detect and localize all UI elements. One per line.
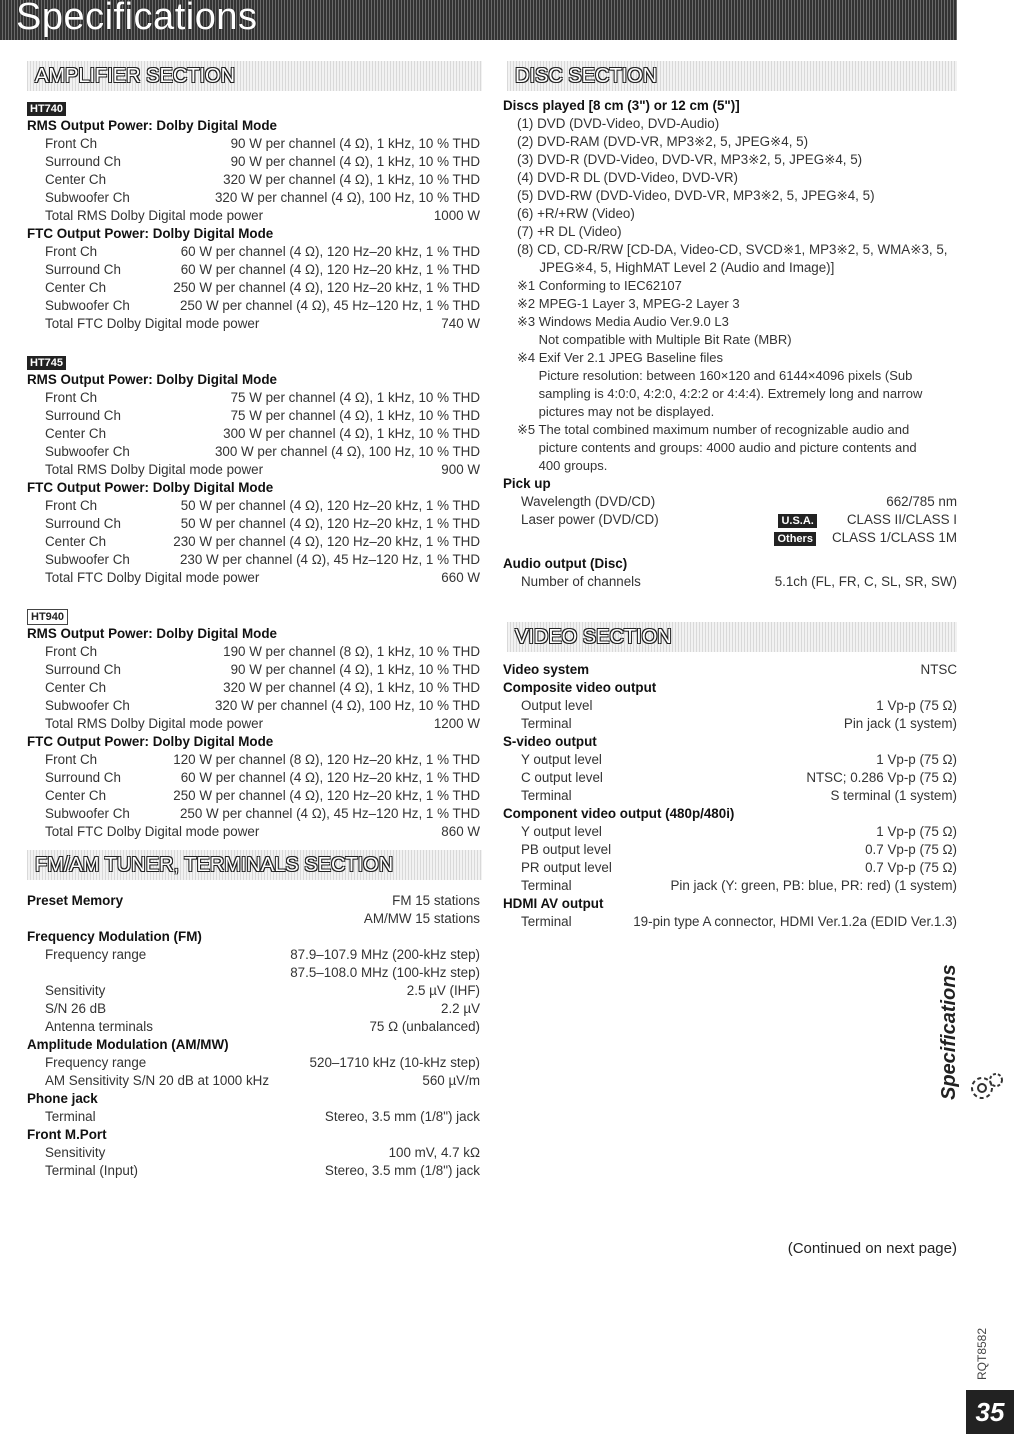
disc-list-item: (2) DVD-RAM (DVD-VR, MP3※2, 5, JPEG※4, 5) — [517, 134, 809, 149]
ftc-row-label: Center Ch — [45, 788, 107, 803]
video-section — [503, 661, 957, 931]
video-row — [503, 679, 957, 697]
video-row — [503, 769, 957, 787]
model-badge-row — [27, 353, 480, 371]
tuner-row-label: Front M.Port — [27, 1127, 107, 1142]
rms-row — [27, 207, 480, 225]
tuner-row — [27, 964, 480, 982]
video-row-label: PB output level — [521, 842, 612, 857]
ftc-row-label: Subwoofer Ch — [45, 298, 130, 313]
tuner-row — [27, 1090, 480, 1108]
disc-note: pictures may not be displayed. — [517, 404, 715, 419]
ftc-row-value: 60 W per channel (4 Ω), 120 Hz–20 kHz, 1 % THD — [180, 244, 480, 259]
rms-row-value: 75 W per channel (4 Ω), 1 kHz, 10 % THD — [230, 390, 480, 405]
video-row — [503, 697, 957, 715]
laser-label: Laser power (DVD/CD) — [521, 512, 659, 527]
rms-row-label: Front Ch — [45, 136, 98, 151]
tuner-row-value: Stereo, 3.5 mm (1/8") jack — [324, 1109, 480, 1124]
disc-note: ※2 MPEG-1 Layer 3, MPEG-2 Layer 3 — [517, 296, 740, 311]
amplifier-section — [27, 99, 480, 841]
tuner-row-value: Stereo, 3.5 mm (1/8") jack — [324, 1163, 480, 1178]
video-row-label: HDMI AV output — [503, 896, 604, 911]
tuner-section — [27, 892, 480, 1180]
rms-row-label: Surround Ch — [45, 154, 121, 169]
wavelength-row — [503, 493, 957, 511]
tuner-row-label: Phone jack — [27, 1091, 98, 1106]
video-row-label: Y output level — [521, 824, 602, 839]
ftc-row-value: 250 W per channel (4 Ω), 120 Hz–20 kHz, 1 % THD — [173, 280, 480, 295]
tuner-row — [27, 910, 480, 928]
video-row-label: Video system — [503, 662, 590, 677]
rms-heading: RMS Output Power: Dolby Digital Mode — [27, 626, 277, 641]
ftc-row-label: Front Ch — [45, 498, 98, 513]
video-row — [503, 877, 957, 895]
tuner-row-value: 87.5–108.0 MHz (100-kHz step) — [290, 965, 480, 980]
tuner-row-value: 2.2 µV — [441, 1001, 480, 1016]
ftc-row-label: Total FTC Dolby Digital mode power — [45, 824, 260, 839]
tuner-row — [27, 1054, 480, 1072]
disc-list-item: JPEG※4, 5, HighMAT Level 2 (Audio and Image)] — [517, 260, 835, 275]
ftc-row-value: 50 W per channel (4 Ω), 120 Hz–20 kHz, 1 % THD — [180, 498, 480, 513]
rms-row-label: Surround Ch — [45, 662, 121, 677]
tuner-row-label: Frequency Modulation (FM) — [27, 929, 202, 944]
model-badge-row — [27, 607, 480, 625]
tuner-row — [27, 982, 480, 1000]
tuner-row-value: FM 15 stations — [392, 893, 480, 908]
rms-row-value: 75 W per channel (4 Ω), 1 kHz, 10 % THD — [230, 408, 480, 423]
tuner-row-label: S/N 26 dB — [45, 1001, 107, 1016]
disc-note: ※5 The total combined maximum number of recognizable audio and — [517, 422, 910, 437]
ftc-row-label: Subwoofer Ch — [45, 806, 130, 821]
disc-note: ※4 Exif Ver 2.1 JPEG Baseline files — [517, 350, 723, 365]
disc-list-item: (4) DVD-R DL (DVD-Video, DVD-VR) — [517, 170, 738, 185]
rms-row — [27, 407, 480, 425]
wavelength-label: Wavelength (DVD/CD) — [521, 494, 656, 509]
rms-row-value: 1200 W — [433, 716, 480, 731]
pickup-heading: Pick up — [503, 476, 551, 491]
tuner-row — [27, 1000, 480, 1018]
video-section-header — [507, 622, 957, 652]
ftc-row — [27, 533, 480, 551]
video-row-value: 1 Vp-p (75 Ω) — [876, 752, 957, 767]
video-row — [503, 661, 957, 679]
continued-note: (Continued on next page) — [787, 1240, 957, 1257]
video-row — [503, 841, 957, 859]
rms-row-value: 90 W per channel (4 Ω), 1 kHz, 10 % THD — [230, 154, 480, 169]
video-section-title: VIDEO SECTION — [515, 626, 672, 648]
video-row-label: Output level — [521, 698, 593, 713]
amplifier-section-header — [27, 61, 482, 91]
page-number: 35 — [966, 1390, 1014, 1434]
video-row — [503, 823, 957, 841]
tuner-section-header — [27, 850, 482, 880]
rms-row-label: Total RMS Dolby Digital mode power — [45, 208, 264, 223]
rms-row-label: Subwoofer Ch — [45, 444, 130, 459]
rms-row — [27, 153, 480, 171]
others-badge: Others — [774, 532, 815, 546]
video-row-value: 1 Vp-p (75 Ω) — [876, 824, 957, 839]
specifications-gear-icon — [966, 1070, 1006, 1104]
tuner-row-label: Preset Memory — [27, 893, 124, 908]
rms-row-label: Total RMS Dolby Digital mode power — [45, 462, 264, 477]
rms-row-value: 90 W per channel (4 Ω), 1 kHz, 10 % THD — [230, 662, 480, 677]
channels-value: 5.1ch (FL, FR, C, SL, SR, SW) — [774, 574, 957, 589]
ftc-row — [27, 243, 480, 261]
ftc-row-value: 740 W — [441, 316, 480, 331]
ftc-row — [27, 515, 480, 533]
tuner-row-value: 75 Ω (unbalanced) — [369, 1019, 480, 1034]
video-row-value: NTSC — [920, 662, 957, 677]
tuner-row-value: 100 mV, 4.7 kΩ — [388, 1145, 480, 1160]
video-row — [503, 805, 957, 823]
disc-note: Not compatible with Multiple Bit Rate (MBR) — [517, 332, 792, 347]
tuner-row-label: AM Sensitivity S/N 20 dB at 1000 kHz — [45, 1073, 270, 1088]
disc-list-item: (3) DVD-R (DVD-Video, DVD-VR, MP3※2, 5, JPEG※4, 5) — [517, 152, 863, 167]
rms-row-value: 320 W per channel (4 Ω), 100 Hz, 10 % THD — [214, 698, 480, 713]
channels-row — [503, 573, 957, 591]
laser-usa-value: CLASS II/CLASS I — [846, 512, 957, 527]
tuner-row-label: Terminal (Input) — [45, 1163, 139, 1178]
ftc-row-label: Surround Ch — [45, 262, 121, 277]
ftc-heading: FTC Output Power: Dolby Digital Mode — [27, 734, 274, 749]
rms-row-label: Center Ch — [45, 172, 107, 187]
wavelength-value: 662/785 nm — [886, 494, 957, 509]
tuner-row-label: Amplitude Modulation (AM/MW) — [27, 1037, 229, 1052]
ftc-row — [27, 823, 480, 841]
rms-row-value: 900 W — [441, 462, 480, 477]
video-row — [503, 751, 957, 769]
model-badge-row — [27, 99, 480, 117]
video-row-value: 19-pin type A connector, HDMI Ver.1.2a (EDID Ver.1.3) — [633, 914, 957, 929]
rms-row-label: Surround Ch — [45, 408, 121, 423]
ftc-row-value: 860 W — [441, 824, 480, 839]
disc-list — [503, 115, 957, 277]
discs-played-heading: Discs played [8 cm (3") or 12 cm (5")] — [503, 98, 740, 113]
rms-row — [27, 461, 480, 479]
tuner-row-value: 520–1710 kHz (10-kHz step) — [309, 1055, 480, 1070]
ftc-row — [27, 769, 480, 787]
rms-heading: RMS Output Power: Dolby Digital Mode — [27, 372, 277, 387]
model-badge: HT940 — [27, 609, 68, 625]
tuner-row — [27, 892, 480, 910]
ftc-row — [27, 279, 480, 297]
ftc-row-label: Subwoofer Ch — [45, 552, 130, 567]
video-row-label: S-video output — [503, 734, 597, 749]
video-row-label: Component video output (480p/480i) — [503, 806, 735, 821]
laser-usa-row — [503, 511, 957, 529]
ftc-row — [27, 497, 480, 515]
side-specifications-label: Specifications — [938, 964, 960, 1100]
video-row-label: Terminal — [521, 788, 572, 803]
tuner-row — [27, 1018, 480, 1036]
video-row-label: C output level — [521, 770, 603, 785]
disc-list-item: (8) CD, CD-R/RW [CD-DA, Video-CD, SVCD※1, MP3※2, 5, WMA※3, 5, — [517, 242, 948, 257]
tuner-row — [27, 1126, 480, 1144]
ftc-row-value: 250 W per channel (4 Ω), 45 Hz–120 Hz, 1 % THD — [179, 806, 480, 821]
document-code: RQT8582 — [975, 1327, 989, 1380]
tuner-row-label: Terminal — [45, 1109, 96, 1124]
rms-row — [27, 443, 480, 461]
disc-note: ※1 Conforming to IEC62107 — [517, 278, 682, 293]
rms-row-label: Total RMS Dolby Digital mode power — [45, 716, 264, 731]
rms-row-value: 300 W per channel (4 Ω), 1 kHz, 10 % THD — [223, 426, 480, 441]
video-row-value: Pin jack (1 system) — [843, 716, 957, 731]
ftc-row-value: 660 W — [441, 570, 480, 585]
tuner-row-label: Frequency range — [45, 1055, 147, 1070]
rms-row — [27, 643, 480, 661]
tuner-section-title: FM/AM TUNER, TERMINALS SECTION — [35, 854, 394, 876]
video-row — [503, 859, 957, 877]
ftc-row-value: 60 W per channel (4 Ω), 120 Hz–20 kHz, 1 % THD — [180, 770, 480, 785]
disc-section-header — [507, 61, 957, 91]
video-row-label: PR output level — [521, 860, 612, 875]
ftc-row-value: 60 W per channel (4 Ω), 120 Hz–20 kHz, 1 % THD — [180, 262, 480, 277]
rms-row — [27, 189, 480, 207]
rms-row — [27, 171, 480, 189]
ftc-row — [27, 261, 480, 279]
video-row-label: Terminal — [521, 914, 572, 929]
ftc-row — [27, 787, 480, 805]
ftc-row-label: Center Ch — [45, 280, 107, 295]
ftc-heading: FTC Output Power: Dolby Digital Mode — [27, 226, 274, 241]
tuner-row — [27, 1072, 480, 1090]
rms-row — [27, 679, 480, 697]
model-badge: HT740 — [27, 102, 66, 116]
ftc-row-value: 230 W per channel (4 Ω), 45 Hz–120 Hz, 1 % THD — [179, 552, 480, 567]
page-title: Specifications — [16, 0, 258, 38]
ftc-row — [27, 297, 480, 315]
rms-row-value: 300 W per channel (4 Ω), 100 Hz, 10 % THD — [214, 444, 480, 459]
tuner-row — [27, 1036, 480, 1054]
rms-row-value: 1000 W — [433, 208, 480, 223]
video-row-label: Terminal — [521, 878, 572, 893]
ftc-row-label: Front Ch — [45, 752, 98, 767]
video-row — [503, 733, 957, 751]
disc-section — [503, 97, 957, 591]
disc-note: Picture resolution: between 160×120 and 6144×4096 pixels (Sub — [517, 368, 913, 383]
page-title-bar — [0, 0, 957, 40]
audio-output-heading: Audio output (Disc) — [503, 556, 628, 571]
video-row — [503, 715, 957, 733]
ftc-row-value: 250 W per channel (4 Ω), 45 Hz–120 Hz, 1 % THD — [179, 298, 480, 313]
disc-list-item: (5) DVD-RW (DVD-Video, DVD-VR, MP3※2, 5, JPEG※4, 5) — [517, 188, 875, 203]
ftc-row — [27, 751, 480, 769]
ftc-row-label: Total FTC Dolby Digital mode power — [45, 570, 260, 585]
ftc-row-value: 120 W per channel (8 Ω), 120 Hz–20 kHz, 1 % THD — [173, 752, 480, 767]
tuner-row — [27, 1144, 480, 1162]
ftc-row-label: Surround Ch — [45, 516, 121, 531]
amplifier-section-title: AMPLIFIER SECTION — [35, 65, 236, 87]
rms-row-label: Subwoofer Ch — [45, 698, 130, 713]
rms-row-value: 320 W per channel (4 Ω), 1 kHz, 10 % THD — [223, 172, 480, 187]
rms-row-value: 320 W per channel (4 Ω), 1 kHz, 10 % THD — [223, 680, 480, 695]
ftc-row — [27, 315, 480, 333]
ftc-row — [27, 569, 480, 587]
video-row-label: Terminal — [521, 716, 572, 731]
rms-row-label: Front Ch — [45, 390, 98, 405]
ftc-heading: FTC Output Power: Dolby Digital Mode — [27, 480, 274, 495]
tuner-row-value: AM/MW 15 stations — [363, 911, 480, 926]
laser-others-row — [503, 529, 957, 547]
laser-others-value: CLASS 1/CLASS 1M — [831, 530, 957, 545]
tuner-row — [27, 946, 480, 964]
ftc-row — [27, 805, 480, 823]
video-row — [503, 895, 957, 913]
rms-row — [27, 425, 480, 443]
tuner-row-label: Antenna terminals — [45, 1019, 153, 1034]
rms-row — [27, 715, 480, 733]
disc-note: picture contents and groups: 4000 audio and picture contents and — [517, 440, 917, 455]
tuner-row-label: Frequency range — [45, 947, 147, 962]
disc-section-title: DISC SECTION — [515, 65, 658, 87]
tuner-row — [27, 1162, 480, 1180]
disc-note: sampling is 4:0:0, 4:2:0, 4:2:2 or 4:4:4). Extremely long and narrow — [517, 386, 923, 401]
video-row-value: 1 Vp-p (75 Ω) — [876, 698, 957, 713]
video-row — [503, 913, 957, 931]
tuner-row-value: 560 µV/m — [422, 1073, 480, 1088]
rms-row — [27, 697, 480, 715]
rms-heading: RMS Output Power: Dolby Digital Mode — [27, 118, 277, 133]
rms-row-label: Center Ch — [45, 426, 107, 441]
ftc-row — [27, 551, 480, 569]
disc-list-item: (6) +R/+RW (Video) — [517, 206, 635, 221]
ftc-row-value: 50 W per channel (4 Ω), 120 Hz–20 kHz, 1 % THD — [180, 516, 480, 531]
rms-row-label: Center Ch — [45, 680, 107, 695]
rms-row — [27, 389, 480, 407]
usa-badge: U.S.A. — [778, 514, 816, 528]
tuner-row-label: Sensitivity — [45, 1145, 106, 1160]
video-row-value: 0.7 Vp-p (75 Ω) — [865, 860, 957, 875]
rms-row — [27, 135, 480, 153]
rms-row-label: Subwoofer Ch — [45, 190, 130, 205]
video-row-value: S terminal (1 system) — [830, 788, 957, 803]
disc-note: ※3 Windows Media Audio Ver.9.0 L3 — [517, 314, 729, 329]
ftc-row-label: Total FTC Dolby Digital mode power — [45, 316, 260, 331]
rms-row-value: 90 W per channel (4 Ω), 1 kHz, 10 % THD — [230, 136, 480, 151]
disc-note: 400 groups. — [517, 458, 608, 473]
rms-row-value: 320 W per channel (4 Ω), 100 Hz, 10 % THD — [214, 190, 480, 205]
tuner-row — [27, 928, 480, 946]
ftc-row-value: 250 W per channel (4 Ω), 120 Hz–20 kHz, 1 % THD — [173, 788, 480, 803]
ftc-row-label: Center Ch — [45, 534, 107, 549]
ftc-row-label: Surround Ch — [45, 770, 121, 785]
disc-list-item: (7) +R DL (Video) — [517, 224, 622, 239]
channels-label: Number of channels — [521, 574, 641, 589]
model-badge: HT745 — [27, 356, 66, 370]
video-row-label: Y output level — [521, 752, 602, 767]
video-row-label: Composite video output — [503, 680, 657, 695]
tuner-row-value: 87.9–107.9 MHz (200-kHz step) — [290, 947, 480, 962]
video-row — [503, 787, 957, 805]
video-row-value: 0.7 Vp-p (75 Ω) — [865, 842, 957, 857]
rms-row-label: Front Ch — [45, 644, 98, 659]
rms-row-value: 190 W per channel (8 Ω), 1 kHz, 10 % THD — [223, 644, 480, 659]
tuner-row-value: 2.5 µV (IHF) — [406, 983, 480, 998]
disc-list-item: (1) DVD (DVD-Video, DVD-Audio) — [517, 116, 720, 131]
ftc-row-value: 230 W per channel (4 Ω), 120 Hz–20 kHz, 1 % THD — [173, 534, 480, 549]
tuner-row-label: Sensitivity — [45, 983, 106, 998]
disc-notes — [503, 277, 957, 475]
ftc-row-label: Front Ch — [45, 244, 98, 259]
video-row-value: Pin jack (Y: green, PB: blue, PR: red) (1 system) — [670, 878, 957, 893]
tuner-row — [27, 1108, 480, 1126]
video-row-value: NTSC; 0.286 Vp-p (75 Ω) — [806, 770, 957, 785]
rms-row — [27, 661, 480, 679]
